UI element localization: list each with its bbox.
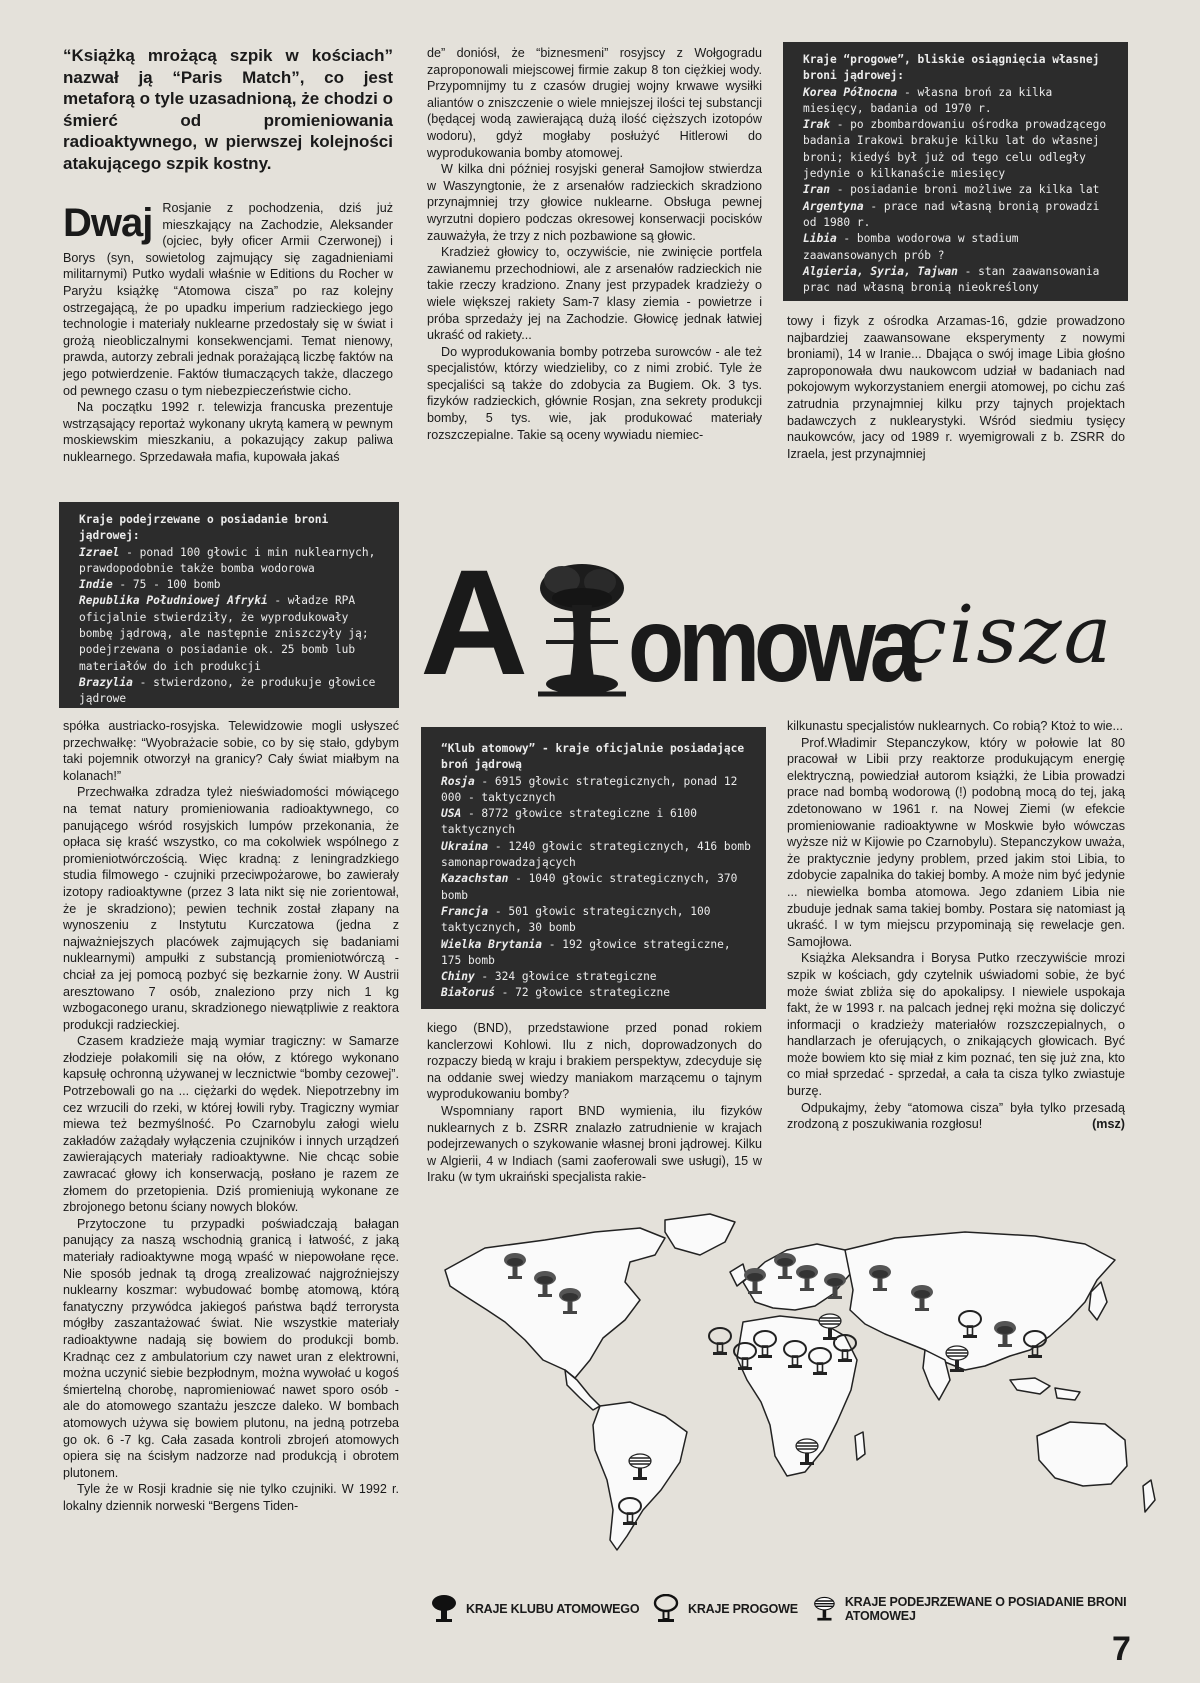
legend-item-threshold: KRAJE PROGOWE (652, 1594, 798, 1624)
box-item: Kazachstan - 1040 głowic strategicznych, 370 bomb (441, 872, 738, 902)
striped-mushroom-icon (812, 1594, 837, 1624)
author-signature: (msz) (1092, 1117, 1125, 1132)
box-item: Korea Północna - własna broń za kilka miesięcy, badania od 1970 r. (803, 85, 1053, 115)
box-item: Ukraina - 1240 głowic strategicznych, 416 bomb samonaprowadzających (441, 839, 751, 870)
box-heading: Kraje “progowe”, bliskie osiągnięcia własnej broni jądrowej: (803, 53, 1100, 83)
box-item: Brazylia - stwierdzono, że produkuje głowice jądrowe (79, 675, 376, 706)
box-item: Argentyna - prace nad własną bronią prowadzi od 1980 r. (803, 199, 1100, 229)
paragraph: W kilka dni później rosyjski generał Samojłow stwierdza w Waszyngtonie, że z arsenałów radzieckich skradziono przynajmniej trzy głowice nuklearne. Obsługa pewnej wyrzutni dopiero podczas okresowej konserwacji pocisków zauważyła, że trzy z nich pozbawione są głowic. (427, 162, 762, 243)
title-letter-a: A (420, 538, 525, 706)
paragraph: Przytoczone tu przypadki poświadczają bałagan panujący za naszą wschodnią granicą i łatwość, z jaką materiały radioaktywne mogą wpaść w niepowołane ręce. Nie sposób jednak tą drogą zrealizować najgroźniejszy nuklearny koszmar: wybudować bombę atomową, którą fanatyczny przywódca jakiegoś państwa bądź terrorysta mógłby zaszantażować świat. Nie wszystkie materiały radioaktywne nadają się bowiem do produkcji bomb. Kradnąc cez z ambulatorium czy nawet uran z elektrowni, można uczynić siebie bezpłodnym, można wywołać u kogoś śmiertelną chorobę, napromieniować nawet sporo osób - ale do atomowego szantażu jeszcze daleko. W bombach atomowych używa się bowiem plutonu, na jedną potrzeba go ok. 6 -7 kg. Cała zasada kontroli zbrojeń atomowych opiera się na ścisłym nadzorze nad produkcją i obrotem plutonem. (63, 1216, 399, 1480)
paragraph: Czasem kradzieże mają wymiar tragiczny: w Samarze złodzieje połakomili się na ołów, z którego wykonano kapsułę ochronną używanej w lecznictwie “bomby cezowej”. Potrzebowali go na ... ciężarki do wędek. Niepotrzebny im cez wrzucili do rzeki, w której łowili ryby. Tragiczny wymiar miewa też bezmyślność. Po Czarnobylu załogi wielu zakładów zażądały wyłączenia czujników i innych urządzeń zawierających materiały radioaktywne. Nie chcąc sobie zawracać głowy ich konserwacją, posłano je razem ze złomem do przetopienia. Dziś promieniują wykonane ze zbrojonego betonu ściany nowych bloków. (63, 1034, 399, 1215)
box-item: Wielka Brytania - 192 głowice strategiczne, 175 bomb (441, 937, 731, 967)
box-item: Algieria, Syria, Tajwan - stan zaawansowania prac nad własną bronią nieokreślony (803, 264, 1100, 295)
column-2-bottom (427, 1020, 762, 1186)
paragraph: Przechwałka zdradza tyleż nieświadomości mówiącego na temat natury promieniowania radioaktywnego, co panującego wśród rosyjskich lumpów przekonania, że opłaca się kraść wszystko, co ma cokolwiek wspólnego z promieniotwórczością. Więc kradną: z leningradzkiego studia filmowego - czujniki przeciwpożarowe, bo zawierały izotopy radioaktywne (przez 3 lata nikt się nie zorientował, że je skradziono); pewien technik został złapany na wynoszeniu z Instytutu Kurczatowa (jedna z najważniejszych placówek zajmujących się badaniami nuklearnymi) ampułki z substancją promieniotwórczą - chciał za jej pomocą pozbyć się bezkarnie żony. W Austrii aresztowano 7 osób, znaleziono przy nich 1 kg wzbogaconego uranu, skradzionego niewątpliwie z reaktora produkcji radzieckiej. (63, 785, 399, 1032)
box-item: Iran - posiadanie broni możliwe za kilka lat (803, 183, 1100, 197)
box-item: Chiny - 324 głowice strategiczne (441, 970, 657, 984)
map-legend (430, 1590, 1160, 1630)
paragraph: kilkunastu specjalistów nuklearnych. Co robią? Ktoż to wie... (787, 719, 1123, 733)
column-2-top (427, 45, 762, 443)
box-item: Francja - 501 głowic strategicznych, 100 taktycznych, 30 bomb (441, 904, 711, 935)
box-heading: “Klub atomowy” - kraje oficjalnie posiadające broń jądrową (441, 742, 745, 772)
paragraph: Do wyprodukowania bomby potrzeba surowców - ale też specjalistów, którzy wiedzieliby, co z nimi zrobić. Tyle że specjaliści są także do zdobycia za Bugiem. Ok. 3 tys. fizyków radzieckich, głównie Rosjan, zna sekrety produkcji bomby, 5 tys. wie, jak produkować materiały rozszczepialne. Takie są oceny wywiadu niemiec- (427, 344, 762, 442)
box-item: Irak - po zbombardowaniu ośrodka prowadzącego badania Irakowi brakuje kilku lat do własnej broni; kiedyś był już od tego celu odległy jedynie o kilkanaście miesięcy (803, 118, 1107, 181)
filled-mushroom-icon (430, 1594, 458, 1624)
paragraph: kiego (BND), przedstawione przed ponad rokiem kanclerzowi Kohlowi. Ilu z nich, doprowadzonych do rozpaczy biedą w kraju i brakiem perspektyw, zdecyduje się na oddanie swej wiedzy maniakom marzącemu o tajnym wyprodukowaniu bomby? (427, 1021, 762, 1102)
page-number: 7 (1112, 1630, 1131, 1668)
box-item: Libia - bomba wodorowa w stadium zaawansowanych prób ? (803, 232, 1019, 262)
paragraph: Odpukajmy, żeby “atomowa cisza” była tylko przesadą zrodzoną z poszukiwania rozgłosu! (msz) (787, 1100, 1125, 1132)
lead-paragraph: “Książką mrożącą szpik w kościach” nazwał ją “Paris Match”, co jest metaforą o tyle uzasadnioną, że chodzi o śmierć od promieniowania radioaktywnego, w pierwszej kolejności atakującego szpik kostny. (63, 46, 393, 173)
sidebar-box-atomic-club (421, 727, 766, 1009)
sidebar-box-suspected-countries (59, 502, 399, 708)
paragraph: Wspomniany raport BND wymienia, ilu fizyków nuklearnych z b. ZSRR znalazło zatrudnienie w krajach podejrzewanych o szykowanie własnej broni jądrowej. Kilku w Algierii, 4 w Indiach (sami zaoferowali swe usługi), 15 w Iraku (w tym ukraiński specjalista rakie- (427, 1103, 762, 1185)
paragraph: Kradzież głowicy to, oczywiście, nie zwinięcie portfela zawianemu przechodniowi, ale z arsenałów radzieckich nie takie rzeczy kradziono. Znany jest przypadek kradzieży o wiele większej rakiety Sam-7 klasy ziemia - powietrze i próba sprzedaży jej na Zachodzie. Głowicę jednak łatwiej ukraść od rakiety... (427, 245, 762, 343)
box-item: Rosja - 6915 głowic strategicznych, ponad 12 000 - taktycznych (441, 774, 738, 804)
column-3-top (787, 313, 1125, 462)
column-1-top (63, 200, 393, 466)
box-item: Indie - 75 - 100 bomb (79, 578, 221, 592)
title-word-omowa: omowa (628, 586, 915, 704)
box-heading: Kraje podejrzewane o posiadanie broni jądrowej: (79, 513, 329, 543)
box-item: Białoruś - 72 głowice strategiczne (441, 986, 671, 1000)
sidebar-box-threshold-countries (783, 42, 1128, 301)
paragraph: Książka Aleksandra i Borysa Putko rzeczywiście mrozi szpik w kościach, gdy czytelnik uświadomi sobie, że być może świat zbliża się do apokalipsy. I niewiele uspokaja fakt, że w 1993 r. na palcach jednej ręki można się doliczyć informacji o kradzieży materiałów rozszczepialnych, o handlarzach je oferujących, o znikających głowicach. Być może bowiem kto się miał z kim poznać, ten się już zna, kto co miał sprzedać - sprzedał, a cała ta cisza tylko zwiastuje burzę. (787, 951, 1125, 1099)
column-3-bottom (787, 718, 1125, 1133)
paragraph: towy i fizyk z ośrodka Arzamas-16, gdzie prowadzono najbardziej zaawansowane eksperymenty z nowymi broniami), 14 w Iranie... Dbająca o swój image Libia głośno zaproponowała dwu naukowcom udział w badaniach nad pokojowym wykorzystaniem energii atomowej, po cichu zaś zatrudnia przynajmniej kilku przy tajnych projektach badawczych z nuklearystyki. Wśród siedmiu tysięcy naukowców, jacy od 1989 r. wyemigrowali z b. ZSRR do Izraela, jest przynajmniej (787, 314, 1125, 461)
paragraph: Tyle że w Rosji kradnie się nie tylko czujniki. W 1992 r. lokalny dziennik norweski “Bergens Tiden- (63, 1482, 399, 1513)
box-item: Izrael - ponad 100 głowic i min nuklearnych, prawdopodobnie także bomba wodorowa (79, 545, 376, 575)
article-title (420, 538, 1140, 710)
box-item: USA - 8772 głowice strategiczne i 6100 taktycznych (441, 807, 697, 837)
legend-item-suspected: KRAJE PODEJRZEWANE O POSIADANIE BRONI ATOMOWEJ (812, 1594, 1160, 1624)
paragraph: Na początku 1992 r. telewizja francuska prezentuje wstrząsający reportaż wykonany ukrytą kamerą w pewnym moskiewskim mieszkaniu, a pokazujący zakup paliwa nuklearnego. Sprzedawała mafia, kupowała jakaś (63, 400, 393, 464)
world-map (425, 1210, 1170, 1555)
paragraph: Prof.Władimir Stepanczykow, który w połowie lat 80 pracował w Libii przy reaktorze produkującym energię elektryczną, powiedział autorom książki, że Libia prowadzi prace nad bombą wodorową (!) podobną mocą do tej, jaką zdetonowano w 1961 r. na Nowej Ziemi (w efekcie promieniowanie radioaktywne w Moskwie było wówczas wyższe niż w Kijowie po Czarnobylu). Stepanczykow uważa, że praktycznie jedyny problem, przed jakim stoi Libia, to zdobycie zapalnika do takiej bomby. A może nim być jedynie ... niewielka bomba atomowa. Jego zdaniem Libia nie zbuduje jednak sama takiej bomby. Postara się natomiast ją ukraść. I w tym miejscu przypominają się rewelacje gen. Samojłowa. (787, 735, 1125, 949)
paragraph: de” doniósł, że “biznesmeni” rosyjscy z Wołgogradu zaproponowali miejscowej firmie zakup 8 ton ciężkiej wody. Przypomnijmy tu z czasów drugiej wojny krwawe wysiłki aliantów o zniszczenie o wiele mniejszej ilości tej substancji (będącej wodą zawierającą dużą ilość cięższych izotopów wodoru), gdyż mogłaby posłużyć Hitlerowi do wyprodukowania bomby atomowej. (427, 46, 762, 160)
title-word-cisza: cisza (902, 588, 1114, 681)
drop-cap: Dwaj (63, 201, 153, 245)
column-1-bottom (63, 718, 399, 1515)
paragraph: Rosjanie z pochodzenia, dziś już mieszkający na Zachodzie, Aleksander (ojciec, były oficer Armii Czerwonej) i Borys (syn, sowietolog zajmujący się zagadnieniami militarnymi) Putko wydali właśnie w Editions du Rocher w Paryżu książkę “Atomowa cisza” po raz kolejny ostrzegającą, że po upadku imperium radzieckiego jego technologie i materiały nuklearne przedostały się w świat i grożą nieobliczalnymi konsekwencjami. Temat nienowy, prawda, autorzy zebrali jednak porażającą liczbę faktów na jego potwierdzenie. Faktów tłumaczących także, dlaczego od pewnego czasu o tym niebezpieczeństwie cicho. (63, 201, 393, 398)
box-item: Republika Południowej Afryki - władze RPA oficjalnie stwierdziły, że wyprodukowały bombę jądrową, ale następnie zniszczyły ją; podejrzewana o posiadanie ok. 25 bomb lub materiałów do ich produkcji (79, 594, 369, 673)
mushroom-cloud-icon (532, 560, 632, 700)
outline-mushroom-icon (652, 1594, 680, 1624)
legend-item-atomic-club: KRAJE KLUBU ATOMOWEGO (430, 1594, 639, 1624)
paragraph: spółka austriacko-rosyjska. Telewidzowie mogli usłyszeć przechwałkę: “Wyobrażacie sobie, co by się stało, gdybym taki pojemnik otworzył na granicy? Cały świat miałbym na kolanach!” (63, 719, 399, 783)
